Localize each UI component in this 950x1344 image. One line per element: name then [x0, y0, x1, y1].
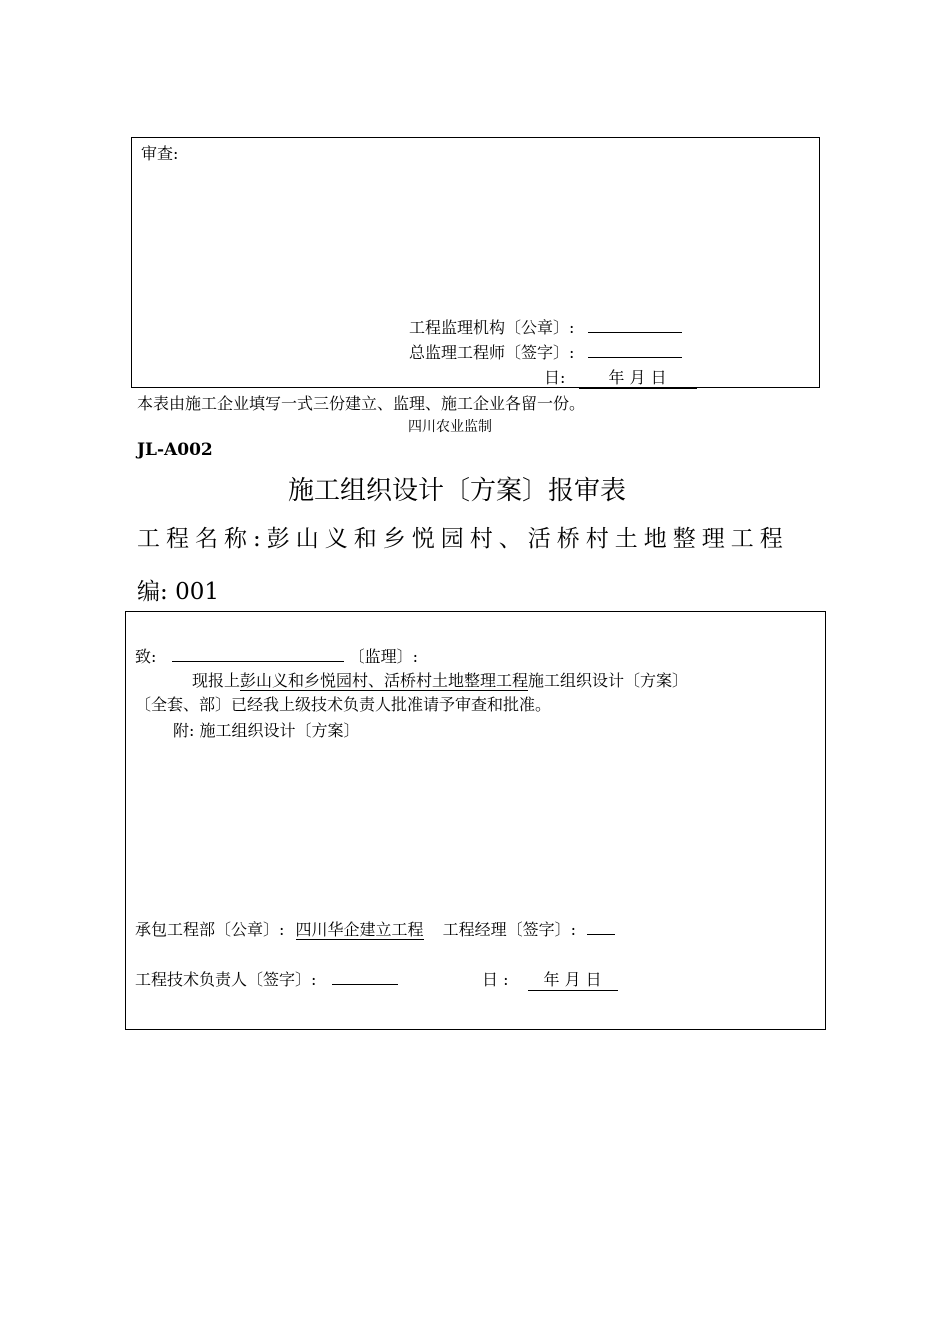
form-code: JL-A002 [137, 440, 213, 460]
number-label: 编: [137, 579, 168, 605]
chief-engineer-signature-line[interactable] [588, 343, 682, 358]
contractor-label: 承包工程部〔公章〕: [135, 920, 285, 939]
contractor-row [135, 917, 615, 940]
main-date-value[interactable]: 年 月 日 [528, 967, 618, 991]
review-date-value[interactable]: 年 月 日 [579, 365, 697, 389]
review-label: 审查: [141, 144, 179, 163]
supervisor-org-row [409, 315, 682, 338]
to-recipient-line[interactable] [172, 647, 344, 662]
review-date-row [544, 365, 697, 389]
supervisor-org-label: 工程监理机构〔公章〕: [409, 318, 575, 337]
review-date-label: 日: [544, 368, 566, 387]
chief-engineer-label: 总监理工程师〔签字〕: [409, 343, 575, 362]
manager-signature-line[interactable] [587, 920, 615, 935]
manager-label: 工程经理〔签字〕: [442, 920, 577, 939]
main-date-row [482, 967, 618, 991]
body-line-1 [192, 668, 688, 691]
supervisor-org-signature-line[interactable] [588, 318, 682, 333]
page-title: 施工组织设计〔方案〕报审表 [288, 476, 627, 506]
chief-engineer-row [409, 340, 682, 363]
number-line [137, 573, 219, 606]
attachment-line: 附: 施工组织设计〔方案〕 [173, 721, 360, 740]
tech-lead-signature-line[interactable] [332, 970, 398, 985]
main-date-label: 日 : [482, 970, 509, 989]
body-line-2: 〔全套、部〕已经我上级技术负责人批准请予审查和批准。 [135, 695, 552, 714]
contractor-value: 四川华企建立工程 [295, 920, 424, 939]
tech-lead-label: 工程技术负责人〔签字〕: [135, 970, 317, 989]
number-value: 001 [175, 579, 219, 605]
to-row [135, 644, 418, 667]
body-project-name: 彭山义和乡悦园村、活桥村土地整理工程 [240, 671, 529, 690]
form-note: 本表由施工企业填写一式三份建立、监理、施工企业各留一份。 [137, 394, 586, 413]
issuer: 四川农业监制 [408, 419, 492, 435]
project-name-line: 工程名称:彭山义和乡悦园村、活桥村土地整理工程 [137, 526, 789, 552]
tech-lead-row [135, 967, 398, 990]
to-suffix: 〔监理〕: [348, 647, 418, 666]
to-label: 致: [135, 647, 157, 666]
body-prefix: 现报上 [192, 671, 241, 690]
body-suffix: 施工组织设计〔方案〕 [528, 671, 689, 690]
